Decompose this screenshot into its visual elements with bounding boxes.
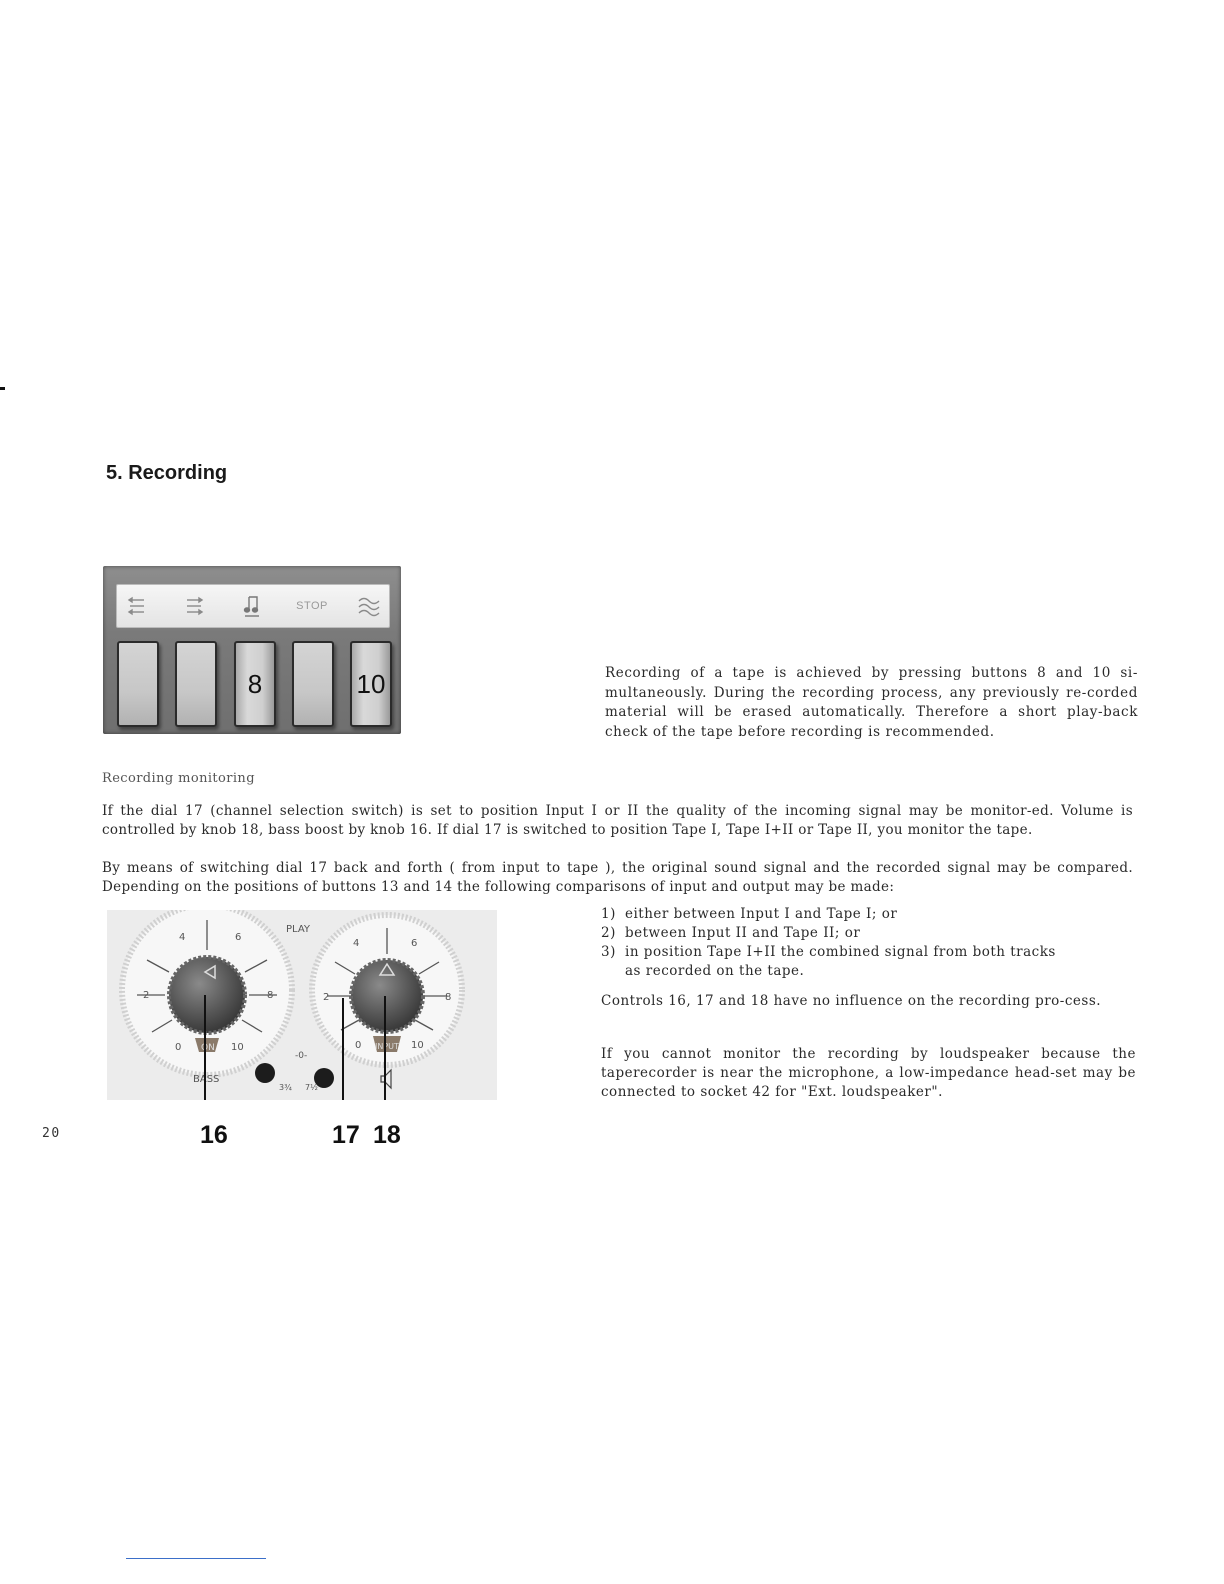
monitoring-subheading: Recording monitoring	[102, 771, 255, 786]
tick-label: 8	[267, 990, 274, 1001]
button-10[interactable]: 10	[350, 641, 392, 727]
tick-label: 0	[355, 1040, 362, 1051]
controls-paragraph: Controls 16, 17 and 18 have no influence on the recording pro-cess.	[601, 993, 1102, 1009]
button-panel-photo	[103, 566, 401, 734]
list-item: 2) between Input II and Tape II; or	[601, 925, 861, 941]
callout-16: 16	[200, 1121, 228, 1149]
list-item: 1) either between Input I and Tape I; or	[601, 906, 898, 922]
speed-label: 7½	[305, 1083, 318, 1092]
tick-label: 6	[411, 938, 418, 949]
volume-knob[interactable]	[351, 960, 423, 1032]
speed-label: 3¾	[279, 1083, 292, 1092]
monitoring-paragraph-2: By means of switching dial 17 back and forth ( from input to tape ), the original sound signal and the recorded signal may be compared. Depending on the positions of buttons 13 and 14 the following comparisons of input and output may be made:	[102, 860, 1133, 895]
on-label: ON	[201, 1043, 215, 1053]
indicator-lamp	[255, 1063, 275, 1083]
rewind-key[interactable]	[117, 641, 159, 727]
list-item: 3) in position Tape I+II the combined signal from both tracks	[601, 944, 1056, 960]
button-8[interactable]: 8	[234, 641, 276, 727]
function-symbol-strip	[116, 584, 390, 628]
callout-18: 18	[373, 1121, 401, 1149]
play-label: PLAY	[286, 924, 311, 935]
callout-17: 17	[332, 1121, 360, 1149]
stop-label: STOP	[296, 600, 328, 612]
tick-label: 4	[179, 932, 186, 943]
tick-label: 4	[353, 938, 360, 949]
tick-label: 8	[445, 992, 452, 1003]
wave-icon	[349, 585, 389, 627]
tick-label: 6	[235, 932, 242, 943]
zero-label: -0-	[295, 1051, 308, 1061]
record-note-icon	[232, 585, 272, 627]
tick-label: 10	[231, 1042, 244, 1053]
tick-label: 2	[143, 990, 150, 1001]
tick-label: 2	[323, 992, 330, 1003]
input-label: INPUT	[375, 1042, 399, 1051]
bass-knob[interactable]	[169, 957, 245, 1033]
headset-paragraph: If you cannot monitor the recording by loudspeaker because the taperecorder is near the microphone, a low-impedance head-set may be connected to socket 42 for "Ext. loudspeaker".	[601, 1046, 1136, 1100]
fast-forward-key[interactable]	[175, 641, 217, 727]
monitoring-paragraph-1: If the dial 17 (channel selection switch) is set to position Input I or II the quality of the incoming signal may be monitor-ed. Volume is controlled by knob 18, bass boost by knob 16. If dial 17 is switched to position Tape I, Tape I+II or Tape II, you monitor the tape.	[102, 803, 1133, 838]
rewind-icon	[117, 585, 157, 627]
intro-paragraph: Recording of a tape is achieved by pressing buttons 8 and 10 si-multaneously. During the recording process, any previously re-corded material will be erased automatically. Therefore a short play-back check of the tape before recording is recommended.	[605, 665, 1138, 740]
control-dials-photo	[107, 910, 497, 1100]
tick-label: 0	[175, 1042, 182, 1053]
bass-label: BASS	[193, 1074, 220, 1085]
fast-forward-icon	[174, 585, 214, 627]
margin-mark	[0, 387, 5, 390]
comparison-list	[601, 905, 1136, 981]
section-heading: 5. Recording	[106, 462, 228, 484]
tick-label: 10	[411, 1040, 424, 1051]
footer-rule	[126, 1558, 266, 1559]
page-number: 20	[42, 1126, 61, 1141]
stop-key[interactable]	[292, 641, 334, 727]
list-item-continuation: as recorded on the tape.	[625, 963, 805, 979]
